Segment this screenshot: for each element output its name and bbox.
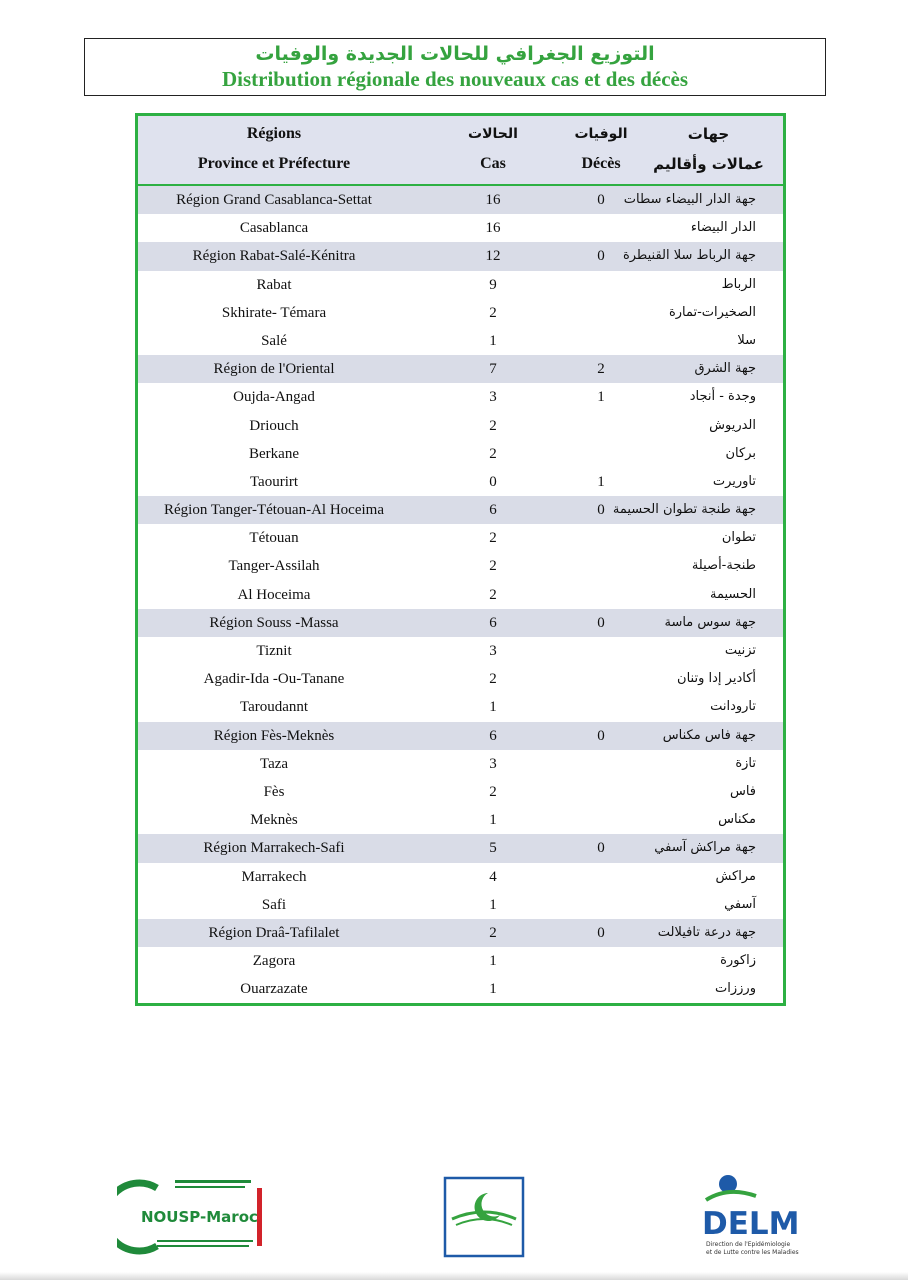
header-cas: الحالات Cas xyxy=(468,126,518,172)
cell-arabic-name: مراكش xyxy=(715,868,756,884)
table-row xyxy=(138,665,783,693)
cell-cas: 12 xyxy=(485,248,501,265)
cell-arabic-name: الصخيرات-تمارة xyxy=(668,304,756,320)
cell-name: Taroudannt xyxy=(239,699,309,716)
header-arabic-regions: جهات عمالات وأقاليم xyxy=(653,125,764,173)
region-row xyxy=(138,919,783,947)
cell-name: Taourirt xyxy=(249,473,299,490)
table-row xyxy=(138,552,783,580)
cell-deces: 2 xyxy=(597,361,605,378)
region-row xyxy=(138,609,783,637)
cell-arabic-name: طنجة-أصيلة xyxy=(691,558,756,574)
cell-name: Tiznit xyxy=(256,643,292,659)
cell-cas: 2 xyxy=(489,304,497,321)
cell-name: Tanger-Assilah xyxy=(228,558,320,575)
cell-arabic-name: الدريوش xyxy=(709,417,756,433)
cell-name: Zagora xyxy=(252,953,296,970)
cell-deces: 0 xyxy=(597,502,605,519)
table-row xyxy=(138,271,783,299)
cell-cas: 1 xyxy=(489,896,497,913)
cell-cas: 2 xyxy=(489,671,497,688)
region-row xyxy=(138,834,783,862)
cell-arabic-name: جهة طنجة تطوان الحسيمة xyxy=(612,502,756,518)
cell-cas: 6 xyxy=(489,502,497,519)
cell-arabic-name: تازة xyxy=(735,755,756,771)
cell-name: Skhirate- Témara xyxy=(221,304,327,321)
table-row xyxy=(138,806,783,834)
cell-name: Rabat xyxy=(256,276,292,293)
cell-arabic-name: تطوان xyxy=(721,530,756,546)
cell-deces: 0 xyxy=(597,840,605,857)
header-deces: الوفيات Décès xyxy=(574,126,628,172)
cell-deces: 0 xyxy=(597,248,605,265)
cell-arabic-name: مكناس xyxy=(718,812,756,828)
cell-deces: 1 xyxy=(597,473,605,490)
cell-name: Région Grand Casablanca-Settat xyxy=(176,192,372,208)
region-row xyxy=(138,496,783,524)
cell-name: Région Tanger-Tétouan-Al Hoceima xyxy=(164,502,384,519)
cell-cas: 2 xyxy=(489,417,497,434)
cell-arabic-name: تارودانت xyxy=(710,699,756,715)
cell-name: Driouch xyxy=(249,417,299,434)
cell-name: Safi xyxy=(261,896,287,913)
svg-text:et de Lutte contre les Maladie: et de Lutte contre les Maladies xyxy=(706,1249,799,1256)
cell-arabic-name: جهة الرباط سلا القنيطرة xyxy=(622,248,756,264)
table-row xyxy=(138,440,783,468)
cell-name: Oujda-Angad xyxy=(233,389,315,406)
cell-cas: 0 xyxy=(489,473,497,490)
cell-name: Région Rabat-Salé-Kénitra xyxy=(192,248,356,265)
table-row xyxy=(138,299,783,327)
cell-arabic-name: الرباط xyxy=(721,276,756,292)
table-row xyxy=(138,891,783,919)
cell-arabic-name: ورززات xyxy=(715,981,756,997)
cell-deces: 0 xyxy=(597,614,605,631)
cell-cas: 4 xyxy=(489,868,497,885)
table-row xyxy=(138,863,783,891)
region-row xyxy=(138,355,783,383)
cell-cas: 2 xyxy=(489,445,497,462)
cell-arabic-name: آسفي xyxy=(724,896,756,912)
footer-logos xyxy=(0,1170,908,1270)
cell-arabic-name: وجدة - أنجاد xyxy=(689,389,756,405)
cell-name: Taza xyxy=(259,755,289,772)
title-arabic: التوزيع الجغرافي للحالات الجديدة والوفيات xyxy=(255,43,655,65)
cell-arabic-name: جهة سوس ماسة xyxy=(664,614,756,630)
cell-cas: 9 xyxy=(489,276,497,293)
cell-arabic-name: تزنيت xyxy=(724,643,756,658)
table-row xyxy=(138,412,783,440)
table-row xyxy=(138,975,783,1003)
cell-name: Région Souss -Massa xyxy=(209,614,339,631)
table-row xyxy=(138,693,783,721)
cell-name: Meknès xyxy=(250,812,298,829)
distribution-table xyxy=(135,113,786,1006)
cell-arabic-name: سلا xyxy=(737,332,756,348)
cell-name: Ouarzazate xyxy=(240,981,308,998)
cell-cas: 16 xyxy=(485,192,501,208)
cell-name: Région de l'Oriental xyxy=(213,361,335,378)
table-row xyxy=(138,214,783,242)
nousp-logo xyxy=(117,1170,267,1260)
region-row xyxy=(138,186,783,214)
cell-cas: 1 xyxy=(489,981,497,998)
cell-cas: 1 xyxy=(489,812,497,829)
cell-cas: 3 xyxy=(489,755,497,772)
cell-cas: 1 xyxy=(489,699,497,716)
region-row xyxy=(138,722,783,750)
cell-deces: 1 xyxy=(597,389,605,406)
svg-text:Direction de l'Epidémiologie: Direction de l'Epidémiologie xyxy=(706,1241,791,1248)
table-row xyxy=(138,383,783,411)
cell-arabic-name: جهة فاس مكناس xyxy=(662,727,756,743)
cell-cas: 2 xyxy=(489,586,497,603)
cell-deces: 0 xyxy=(597,192,605,208)
cell-cas: 3 xyxy=(489,643,497,659)
cell-name: Berkane xyxy=(249,445,299,462)
cell-deces: 0 xyxy=(597,924,605,941)
cell-cas: 5 xyxy=(489,840,497,857)
cell-name: Agadir-Ida -Ou-Tanane xyxy=(203,671,345,688)
cell-cas: 2 xyxy=(489,530,497,547)
cell-name: Région Marrakech-Safi xyxy=(203,840,345,857)
cell-arabic-name: الحسيمة xyxy=(710,586,756,602)
cell-arabic-name: زاكورة xyxy=(720,953,756,969)
table-header xyxy=(138,116,783,186)
cell-name: Casablanca xyxy=(239,220,309,237)
cell-name: Région Draâ-Tafilalet xyxy=(208,924,340,941)
table-row xyxy=(138,750,783,778)
cell-arabic-name: أكادير إدا وتنان xyxy=(677,671,756,687)
cell-name: Al Hoceima xyxy=(237,586,311,603)
table-row xyxy=(138,327,783,355)
page-edge-shadow xyxy=(0,1272,908,1280)
cell-name: Fès xyxy=(263,783,285,800)
cell-arabic-name: بركان xyxy=(725,445,756,461)
cell-arabic-name: جهة الشرق xyxy=(694,361,756,377)
table-row xyxy=(138,468,783,496)
cell-name: Salé xyxy=(261,332,287,349)
table-row xyxy=(138,524,783,552)
cell-cas: 1 xyxy=(489,332,497,349)
cell-name: Marrakech xyxy=(241,868,307,885)
table-body xyxy=(138,186,783,1003)
cell-arabic-name: جهة الدار البيضاء سطات xyxy=(623,192,756,207)
delm-logo xyxy=(700,1170,812,1260)
svg-text:NOUSP-Maroc: NOUSP-Maroc xyxy=(141,1208,258,1226)
table-row xyxy=(138,581,783,609)
cell-cas: 2 xyxy=(489,924,497,941)
title-box xyxy=(84,38,826,96)
header-region: Régions Province et Préfecture xyxy=(197,125,351,172)
cell-name: Région Fès-Meknès xyxy=(213,727,335,744)
cell-arabic-name: جهة مراكش آسفي xyxy=(654,840,756,856)
title-french: Distribution régionale des nouveaux cas et des décès xyxy=(221,67,689,91)
cell-cas: 16 xyxy=(485,220,501,237)
cell-cas: 7 xyxy=(489,361,497,378)
cell-cas: 1 xyxy=(489,953,497,970)
svg-text:DELM: DELM xyxy=(702,1206,800,1242)
cell-cas: 2 xyxy=(489,558,497,575)
crescent-logo xyxy=(442,1175,526,1259)
cell-cas: 3 xyxy=(489,389,497,406)
cell-cas: 6 xyxy=(489,727,497,744)
cell-arabic-name: تاوريرت xyxy=(712,473,756,489)
cell-arabic-name: جهة درعة تافيلالت xyxy=(657,924,756,940)
table-row xyxy=(138,637,783,665)
cell-name: Tétouan xyxy=(249,530,299,547)
cell-deces: 0 xyxy=(597,727,605,744)
cell-arabic-name: فاس xyxy=(729,783,756,799)
table-row xyxy=(138,947,783,975)
cell-cas: 6 xyxy=(489,614,497,631)
region-row xyxy=(138,242,783,270)
cell-arabic-name: الدار البيضاء xyxy=(690,220,756,236)
cell-cas: 2 xyxy=(489,783,497,800)
table-row xyxy=(138,778,783,806)
